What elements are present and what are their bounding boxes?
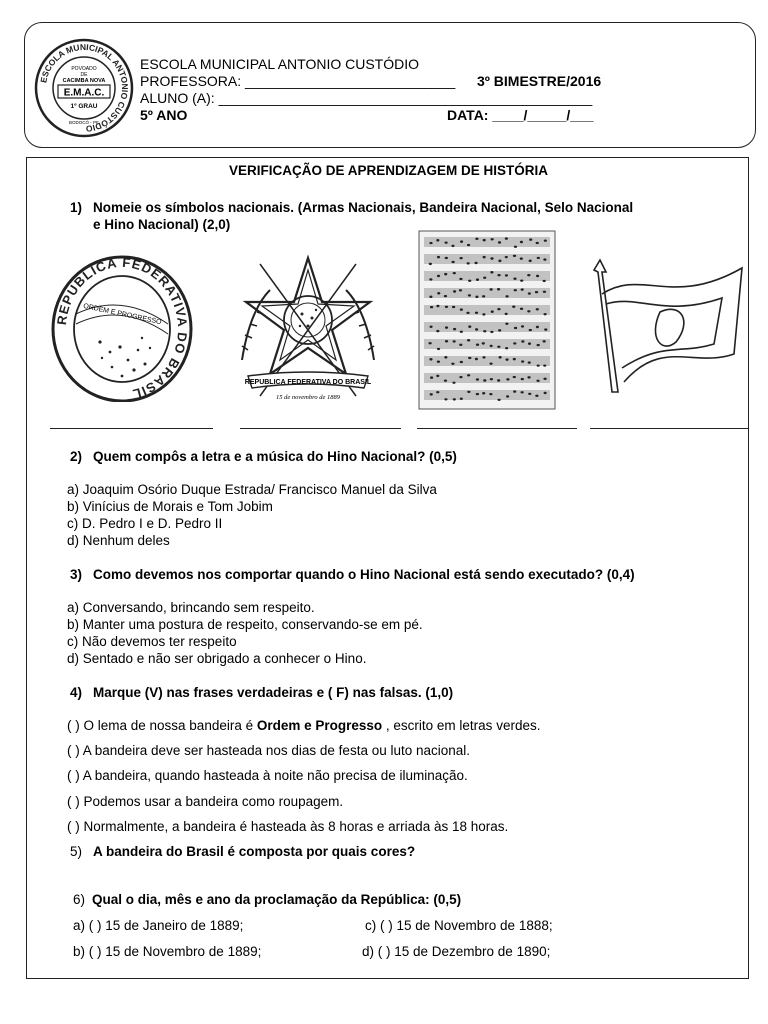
anthem-note <box>430 393 433 395</box>
anthem-note <box>468 357 471 359</box>
anthem-note <box>521 391 524 393</box>
anthem-note <box>437 275 440 277</box>
anthem-note <box>453 340 456 342</box>
anthem-note <box>537 257 540 259</box>
anthem-note <box>436 239 439 241</box>
question-2-option-c[interactable]: c) D. Pedro I e D. Pedro II <box>67 516 223 531</box>
school-name: ESCOLA MUNICIPAL ANTONIO CUSTÓDIO <box>140 56 420 72</box>
anthem-note <box>505 347 508 349</box>
answer-line-4[interactable] <box>590 428 749 429</box>
anthem-note <box>482 342 485 344</box>
anthem-note <box>543 364 546 366</box>
anthem-note <box>521 288 524 290</box>
anthem-note <box>544 239 547 241</box>
anthem-note <box>475 296 478 298</box>
seal-city: BODOCÓ - PE <box>68 120 100 125</box>
teacher-field: PROFESSORA: ___________________________ <box>140 73 456 89</box>
anthem-note <box>506 378 509 380</box>
anthem-note <box>459 376 462 378</box>
question-4-item-2[interactable]: ( ) A bandeira deve ser hasteada nos dias de festa ou luto nacional. <box>67 743 471 758</box>
question-2-option-b[interactable]: b) Vinícius de Morais e Tom Jobim <box>67 499 273 514</box>
question-2-option-a[interactable]: a) Joaquim Osório Duque Estrada/ Francisco Manuel da Silva <box>67 482 437 497</box>
anthem-note <box>498 329 501 331</box>
anthem-note <box>476 378 479 380</box>
anthem-note <box>459 344 462 346</box>
anthem-note <box>444 295 447 297</box>
anthem-note <box>536 379 539 381</box>
anthem-note <box>436 330 439 332</box>
anthem-note <box>535 394 538 396</box>
date-field: DATA: ____/_____/___ <box>447 107 594 123</box>
national-seal-ring-text: REPUBLICA FEDERATIVA DO BRASIL <box>54 254 191 402</box>
question-3-number: 3) <box>70 567 83 582</box>
question-4-item-3[interactable]: ( ) A bandeira, quando hasteada à noite não precisa de iluminação. <box>67 768 468 783</box>
anthem-note <box>528 393 531 395</box>
anthem-note <box>505 256 508 258</box>
anthem-note <box>529 239 532 241</box>
anthem-note <box>468 280 471 282</box>
anthem-note <box>543 258 546 260</box>
anthem-note <box>445 257 448 259</box>
anthem-note <box>436 391 439 393</box>
anthem-note <box>497 274 500 276</box>
anthem-note <box>467 374 470 376</box>
anthem-note <box>490 271 493 273</box>
anthem-note <box>514 327 517 329</box>
anthem-note <box>452 381 455 383</box>
seal-ring-text: ESCOLA MUNICIPAL ANTONIO CUSTÓDIO <box>38 41 131 135</box>
anthem-note <box>460 361 463 363</box>
anthem-note <box>436 375 439 377</box>
anthem-note <box>437 360 440 362</box>
anthem-note <box>429 358 432 360</box>
anthem-note <box>505 274 508 276</box>
anthem-note <box>445 340 448 342</box>
anthem-note <box>521 360 524 362</box>
anthem-note <box>514 289 517 291</box>
anthem-note <box>497 308 500 310</box>
anthem-note <box>490 288 493 290</box>
question-4-item-4[interactable]: ( ) Podemos usar a bandeira como roupagem. <box>67 794 344 809</box>
coat-of-arms-date-text: 15 de novembro de 1889 <box>275 394 341 401</box>
anthem-note <box>476 279 479 281</box>
header-info <box>140 56 630 124</box>
question-6-option-d[interactable]: d) ( ) 15 de Dezembro de 1890; <box>362 944 551 959</box>
anthem-note <box>453 272 456 274</box>
anthem-note <box>482 295 485 297</box>
anthem-note <box>497 288 500 290</box>
anthem-note <box>491 311 494 313</box>
anthem-note <box>497 379 500 381</box>
anthem-note <box>528 361 531 363</box>
anthem-note <box>476 343 479 345</box>
anthem-note <box>482 356 485 358</box>
national-seal-image <box>50 252 194 402</box>
anthem-note <box>437 292 440 294</box>
anthem-note <box>453 290 456 292</box>
anthem-note <box>482 392 485 394</box>
anthem-note <box>429 263 432 265</box>
anthem-note <box>543 313 546 315</box>
anthem-note <box>467 391 470 393</box>
anthem-note <box>437 348 440 350</box>
anthem-note <box>505 313 508 315</box>
anthem-note <box>536 308 539 310</box>
anthem-note <box>483 379 486 381</box>
anthem-note <box>467 244 470 246</box>
anthem-note <box>513 376 516 378</box>
national-flag-image <box>582 258 744 394</box>
anthem-note <box>429 326 432 328</box>
national-seal-band-text: ORDEM E PROGRESSO <box>82 302 163 327</box>
anthem-note <box>513 342 516 344</box>
anthem-note <box>490 378 493 380</box>
grade-label: 5º ANO <box>140 107 188 123</box>
anthem-note <box>489 393 492 395</box>
anthem-note <box>445 326 448 328</box>
anthem-note <box>437 256 440 258</box>
anthem-note <box>520 279 523 281</box>
anthem-note <box>529 329 532 331</box>
question-4-text: Marque (V) nas frases verdadeiras e ( F) nas falsas. (1,0) <box>93 685 454 700</box>
term-label: 3º BIMESTRE/2016 <box>477 73 602 89</box>
anthem-note <box>483 330 486 332</box>
anthem-note <box>536 275 539 277</box>
student-field: ALUNO (A): ________________________________________________ <box>140 90 593 106</box>
anthem-note <box>491 238 494 240</box>
question-1-text-line2: e Hino Nacional) (2,0) <box>93 217 231 232</box>
question-6-option-b[interactable]: b) ( ) 15 de Novembro de 1889; <box>73 944 262 959</box>
anthem-note <box>430 306 433 308</box>
anthem-note <box>528 292 531 294</box>
anthem-note <box>499 356 502 358</box>
anthem-note <box>505 237 508 239</box>
anthem-note <box>527 274 530 276</box>
anthem-note <box>475 237 478 239</box>
question-1-number: 1) <box>70 200 83 215</box>
question-2-number: 2) <box>70 449 83 464</box>
anthem-note <box>543 280 546 282</box>
question-3-option-a[interactable]: a) Conversando, brincando sem respeito. <box>67 600 315 615</box>
question-2-option-d[interactable]: d) Nenhum deles <box>67 533 170 548</box>
question-4-item-1-motto: Ordem e Progresso <box>256 718 383 733</box>
anthem-note <box>452 261 455 263</box>
anthem-note <box>513 390 516 392</box>
anthem-note <box>459 289 462 291</box>
anthem-note <box>451 362 454 364</box>
question-1-text-line1: Nomeie os símbolos nacionais. (Armas Nacionais, Bandeira Nacional, Selo Nacional <box>93 200 634 215</box>
anthem-note <box>468 326 471 328</box>
answer-line-1[interactable] <box>50 428 213 429</box>
anthem-note <box>544 392 547 394</box>
anthem-note <box>527 376 530 378</box>
question-5-number: 5) <box>70 844 83 859</box>
anthem-note <box>467 262 470 264</box>
anthem-note <box>513 255 516 257</box>
anthem-note <box>459 278 462 280</box>
anthem-note <box>505 322 508 324</box>
coat-of-arms-ribbon-text: REPUBLICA FEDERATIVA DO BRASIL <box>244 379 372 386</box>
question-4-item-1-suffix: , escrito em letras verdes. <box>382 718 541 733</box>
question-3-text: Como devemos nos comportar quando o Hino Nacional está sendo executado? (0,4) <box>93 567 635 582</box>
anthem-note <box>520 258 523 260</box>
anthem-note <box>490 257 493 259</box>
question-6-number: 6) <box>73 892 86 907</box>
anthem-note <box>430 377 433 379</box>
anthem-note <box>460 331 463 333</box>
anthem-note <box>497 399 500 401</box>
answer-line-2[interactable] <box>240 428 401 429</box>
anthem-note <box>445 306 448 308</box>
anthem-note <box>543 378 546 380</box>
anthem-note <box>521 340 524 342</box>
anthem-note <box>482 313 485 315</box>
anthem-note <box>543 290 546 292</box>
anthem-note <box>537 344 540 346</box>
anthem-note <box>483 277 486 279</box>
anthem-note <box>475 358 478 360</box>
anthem-note <box>497 345 500 347</box>
question-3-option-d[interactable]: d) Sentado e não ser obrigado a conhecer o Hino. <box>67 651 367 666</box>
anthem-note <box>466 312 469 314</box>
anthem-note <box>453 328 456 330</box>
anthem-note <box>444 398 447 400</box>
anthem-note <box>444 379 447 381</box>
anthem-note <box>468 294 471 296</box>
seal-grade: 1º GRAU <box>70 103 98 110</box>
anthem-note <box>520 308 523 310</box>
question-2-text: Quem compôs a letra e a música do Hino Nacional? (0,5) <box>93 449 457 464</box>
anthem-note <box>476 393 479 395</box>
anthem-note <box>444 241 447 243</box>
anthem-note <box>543 340 546 342</box>
anthem-note <box>535 291 538 293</box>
anthem-note <box>475 311 478 313</box>
anthem-note <box>489 362 492 364</box>
anthem-note <box>490 331 493 333</box>
anthem-note <box>537 364 540 366</box>
anthem-note <box>452 306 455 308</box>
anthem-note <box>436 305 439 307</box>
question-5-text: A bandeira do Brasil é composta por quais cores? <box>93 844 416 859</box>
anthem-note <box>444 356 447 358</box>
question-4-item-5[interactable]: ( ) Normalmente, a bandeira é hasteada às 8 horas e arriada às 18 horas. <box>67 819 509 834</box>
question-4-number: 4) <box>70 685 83 700</box>
anthem-note <box>460 240 463 242</box>
anthem-note <box>429 242 432 244</box>
anthem-note <box>536 326 539 328</box>
anthem-note <box>505 295 508 297</box>
anthem-note <box>521 378 524 380</box>
answer-line-3[interactable] <box>417 428 577 429</box>
anthem-note <box>498 241 501 243</box>
question-3-option-c[interactable]: c) Não devemos ter respeito <box>67 634 237 649</box>
school-stamp-seal <box>34 38 134 138</box>
anthem-note <box>544 328 547 330</box>
anthem-note <box>498 260 501 262</box>
anthem-note <box>460 257 463 259</box>
anthem-note <box>536 242 539 244</box>
anthem-note <box>506 395 509 397</box>
anthem-note <box>513 277 516 279</box>
seal-abbrev: E.M.A.C. <box>63 87 105 99</box>
exam-title: VERIFICAÇÃO DE APRENDIZAGEM DE HISTÓRIA <box>228 163 549 178</box>
anthem-note <box>444 273 447 275</box>
seal-line2: DE <box>80 72 88 78</box>
anthem-note <box>453 398 456 400</box>
seal-line3: CACIMBA NOVA <box>62 78 106 84</box>
anthem-note <box>512 305 515 307</box>
anthem-note <box>528 343 531 345</box>
anthem-note <box>483 239 486 241</box>
seal-line1: POVOADO <box>71 66 97 72</box>
national-anthem-sheet-image <box>418 230 556 410</box>
anthem-note <box>451 245 454 247</box>
anthem-note <box>529 260 532 262</box>
anthem-note <box>483 256 486 258</box>
anthem-note <box>467 339 470 341</box>
anthem-note <box>429 342 432 344</box>
anthem-note <box>460 309 463 311</box>
anthem-note <box>527 310 530 312</box>
question-6-option-a[interactable]: a) ( ) 15 de Janeiro de 1889; <box>73 918 244 933</box>
question-6-option-c[interactable]: c) ( ) 15 de Novembro de 1888; <box>365 918 553 933</box>
anthem-note <box>474 262 477 264</box>
anthem-note <box>520 241 523 243</box>
question-4-item-1[interactable] <box>67 718 540 733</box>
anthem-note <box>475 328 478 330</box>
anthem-note <box>490 345 493 347</box>
anthem-note <box>513 358 516 360</box>
anthem-note <box>429 278 432 280</box>
anthem-note <box>429 296 432 298</box>
anthem-note <box>521 325 524 327</box>
question-3-option-b[interactable]: b) Manter uma postura de respeito, conservando-se em pé. <box>67 617 423 632</box>
question-6-text: Qual o dia, mês e ano da proclamação da República: (0,5) <box>92 892 462 907</box>
question-4-item-1-text: ( ) O lema de nossa bandeira é <box>67 718 257 733</box>
anthem-note <box>514 246 517 248</box>
anthem-note <box>505 358 508 360</box>
coat-of-arms-image <box>230 250 386 406</box>
anthem-note <box>460 398 463 400</box>
